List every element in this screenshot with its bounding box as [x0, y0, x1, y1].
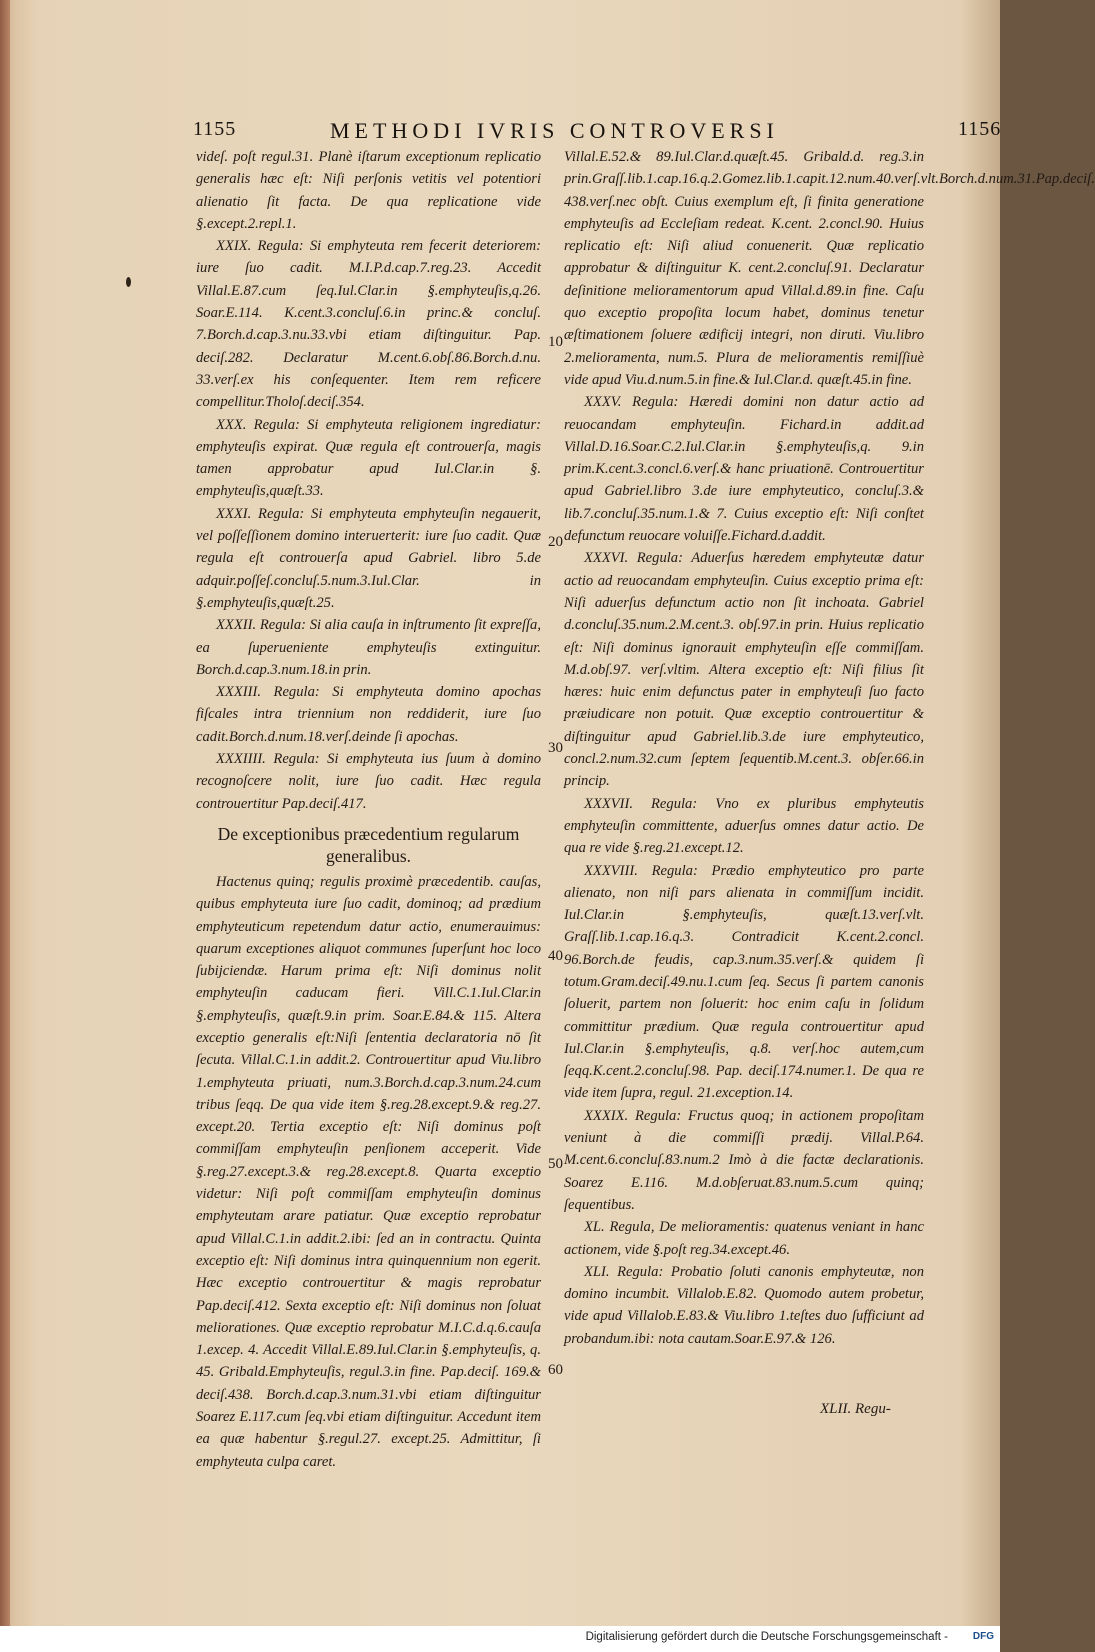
paragraph: XXXIX. Regula: Fructus quoq; in actionem propoſitam veniunt à die commiſſi prædij. Villal.P.64. M.cent.6.concluſ.83.num.2 Imò à die factæ declarationis. Soarez E.116. M.d.obſeruat.83.num.5.cum quinq; ſequentibus. [564, 1107, 924, 1213]
paragraph: XXXIII. Regula: Si emphyteuta domino apochas fiſcales intra triennium non reddiderit, iure ſuo cadit.Borch.d.num.18.verſ.deinde ſi apochas. [196, 684, 541, 745]
paragraph: XXXIIII. Regula: Si emphyteuta ius ſuum à domino recognoſcere nolit, iure ſuo cadit. Hæc regula controuertitur Pap.deciſ.417. [196, 751, 541, 812]
catchword: XLII. Regu- [820, 1401, 891, 1417]
line-number: 40 [548, 948, 563, 964]
line-number: 10 [548, 334, 563, 350]
left-column [196, 146, 541, 1473]
line-number: 20 [548, 534, 563, 550]
digitization-footer [0, 1626, 1000, 1652]
dfg-logo: DFG [972, 1631, 994, 1642]
paragraph: XXIX. Regula: Si emphyteuta rem fecerit deteriorem: iure ſuo cadit. M.I.P.d.cap.7.reg.23. Accedit Villal.E.87.cum ſeq.Iul.Clar.in §.emphyteuſis,q.26. Soar.E.114. K.cent.3.concluſ.6.in princ.& concluſ. 7.Borch.d.cap.3.nu.33.vbi etiam diſtinguitur. Pap. deciſ.282. Declaratur M.cent.6.obſ.86.Borch.d.nu. 33.verſ.ex his conſequenter. Item rem reficere compellitur.Tholoſ.deciſ.354. [196, 238, 541, 411]
paragraph: XXXI. Regula: Si emphyteuta emphyteuſin negauerit, vel poſſeſſionem domino interuerterit: iure ſuo cadit. Quæ regula eſt controuerſa apud Gabriel. libro 5.de adquir.poſſeſ.concluſ.5.num.3.Iul.Clar. in §.emphyteuſis,quæſt.25. [196, 505, 541, 611]
paragraph: XXXV. Regula: Hæredi domini non datur actio ad reuocandam emphyteuſin. Fichard.in addit.ad Villal.D.16.Soar.C.2.Iul.Clar.in §.emphyteuſis,q. 9.in prim.K.cent.3.concl.6.verſ.& hanc priuationē. Controuertitur apud Gabriel.libro 3.de iure emphyteutico, concluſ.3.& lib.7.concluſ.35.num.1.& 7. Cuius exceptio eſt: Niſi conſtet defunctum reuocare voluiſſe.Fichard.d.addit. [564, 394, 924, 545]
paragraph: XLI. Regula: Probatio ſoluti canonis emphyteutæ, non domino incumbit. Villalob.E.82. Quomodo autem probetur, vide apud Villalob.E.83.& Viu.libro 1.teſtes duo ſufficiunt ad probandum.ibi: nota cautam.Soar.E.97.& 126. [564, 1263, 924, 1347]
section-heading: De exceptionibus præcedentium regularum generalibus. [217, 823, 520, 866]
page-header [0, 118, 1000, 144]
book-edge [0, 0, 10, 1652]
paragraph: XXX. Regula: Si emphyteuta religionem ingrediatur: emphyteuſis expirat. Quæ regula eſt controuerſa, magis tamen approbatur apud Iul.Clar.in §. emphyteuſis,quæſt.33. [196, 416, 541, 500]
paragraph: XL. Regula, De melioramentis: quatenus veniant in hanc actionem, vide §.poſt reg.34.except.46. [564, 1219, 924, 1258]
paragraph: XXXVI. Regula: Aduerſus hæredem emphyteutæ datur actio ad reuocandam emphyteuſin. Cuius exceptio prima eſt: Niſi aduerſus defunctum actio non ſit inchoata. Gabriel d.concluſ.35.num.2.M.cent.3. obſ.97.in prin. Huius replicatio eſt: Niſi dominus ignorauit emphyteuſin eſſe commiſſam. M.d.obſ.97. verſ.vltim. Altera exceptio eſt: Niſi filius ſit hæres: huic enim defunctus pater in emphyteuſi ſuo facto præiudicare non potuit. Quæ exceptio controuertitur & diſtinguitur apud Gabriel.lib.3.de iure emphyteutico, concl.2.num.32.cum ſeptem ſequentib.M.cent.3. obſer.66.in princip. [564, 550, 924, 790]
line-number: 30 [548, 740, 563, 756]
paragraph: videſ. poſt regul.31. Planè iſtarum exceptionum replicatio generalis hæc eſt: Niſi perſonis vetitis vel potentiori alienatio ſit facta. De qua replicatione vide §.except.2.repl.1. [196, 149, 541, 232]
right-column [564, 146, 1095, 1350]
footer-credit: Digitalisierung gefördert durch die Deutsche Forschungsgemeinschaft - [585, 1631, 948, 1643]
line-number: 60 [548, 1362, 563, 1378]
running-title: METHODI IVRIS CONTROVERSI [330, 118, 779, 143]
page-number-left: 1155 [193, 118, 237, 140]
paragraph: XXXVIII. Regula: Prædio emphyteutico pro parte alienato, non niſi pars alienata in commiſſum incidit. Iul.Clar.in §.emphyteuſis, quæſt.13.verſ.vlt. Graſſ.lib.1.cap.16.q.3. Contradicit K.cent.2.concl. 96.Borch.de feudis, cap.3.num.35.verſ.& quidem ſi totum.Gram.deciſ.49.nu.1.cum ſeq. Secus ſi partem canonis ſoluerit, partem non ſoluerit: hoc enim caſu in ſolidum committitur prædium. Quæ regula controuertitur apud Iul.Clar.in §.emphyteuſis, q.8. verſ.hoc autem,cum ſeqq.K.cent.2.concluſ.98. Pap. deciſ.174.numer.1. De qua re vide item ſupra, regul. 21.exception.14. [564, 862, 924, 1102]
paragraph: Villal.E.52.& 89.Iul.Clar.d.quæſt.45. Gribald.d. reg.3.in prin.Graſſ.lib.1.cap.16.q.2.Gomez.lib.1.capit.12.num.40.verſ.vlt.Borch.d.num.31.Pap.deciſ. 438.verſ.nec obſt. Cuius exemplum eſt, ſi finita generatione emphyteuſis ad Eccleſiam redeat. K.cent. 2.concl.90. Huius replicatio eſt: Niſi aliud conuenerit. Quæ replicatio approbatur & diſtinguitur K. cent.2.concluſ.91. Declaratur deſinitione melioramentorum apud Villal.d.89.in fine. Caſu quo exceptio propoſita locum habet, dominus tenetur æſtimationem ſoluere ædificij integri, non diruti. Viu.libro 2.melioramenta, num.5. Plura de melioramentis remiſſiuè vide apud Viu.d.num.5.in fine.& Iul.Clar.d. quæſt.45.in fine. [564, 149, 1095, 388]
paragraph: XXXII. Regula: Si alia cauſa in inſtrumento ſit expreſſa, ea ſuperueniente emphyteuſis extinguitur. Borch.d.cap.3.num.18.in prin. [196, 617, 541, 678]
ink-blot [126, 277, 131, 287]
paragraph: XXXVII. Regula: Vno ex pluribus emphyteutis emphyteuſin committente, aduerſus omnes datur actio. De qua re vide §.reg.21.except.12. [564, 795, 924, 857]
page-number-right: 1156 [958, 118, 1002, 140]
line-number: 50 [548, 1156, 563, 1172]
paragraph: Hactenus quinq; regulis proximè præcedentib. cauſas, quibus emphyteuta iure ſuo cadit, dominoq; ad prædium emphyteuticum repetendum datur actio, enumerauimus: quarum exceptiones aliquot communes ſuperſunt hoc loco ſubijciendæ. Harum prima eſt: Niſi dominus nolit emphyteuſin caducam fieri. Vill.C.1.Iul.Clar.in §.emphyteuſis, quæſt.9.in prim. Soar.E.84.& 115. Altera exceptio generalis eſt:Niſi ſententia declaratoria nō ſit ſecuta. Villal.C.1.in addit.2. Controuertitur apud Viu.libro 1.emphyteuta priuati, num.3.Borch.d.cap.3.num.24.cum tribus ſeqq. De qua vide item §.reg.28.except.9.& reg.27. except.20. Tertia exceptio eſt: Niſi dominus poſt commiſſam emphyteuſin penſionem acceperit. Vide §.reg.27.except.3.& reg.28.except.8. Quarta exceptio videtur: Niſi poſt commiſſam emphyteuſin dominus emphyteutam arare patiatur. Quæ exceptio reprobatur apud Villal.C.1.in addit.2.ibi: ſed an in contractu. Quinta exceptio eſt: Niſi dominus intra quinquennium non egerit. Hæc exceptio controuertitur & magis reprobatur Pap.deciſ.412. Sexta exceptio eſt: Niſi dominus non ſoluat meliorationes. Quæ exceptio reprobatur M.I.C.d.q.6.cauſa 1.excep. 4. Accedit Villal.E.89.Iul.Clar.in §.emphyteuſis, q. 45. Gribald.Emphyteuſis, regul.3.in fine. Pap.deciſ. 169.& deciſ.438. Borch.d.cap.3.num.31.vbi etiam diſtinguitur Soarez E.117.cum ſeq.vbi etiam diſtinguitur. Accedunt item ea quæ habentur §.regul.27. except.25. Admittitur, ſi emphyteuta culpa caret. [196, 873, 541, 1470]
